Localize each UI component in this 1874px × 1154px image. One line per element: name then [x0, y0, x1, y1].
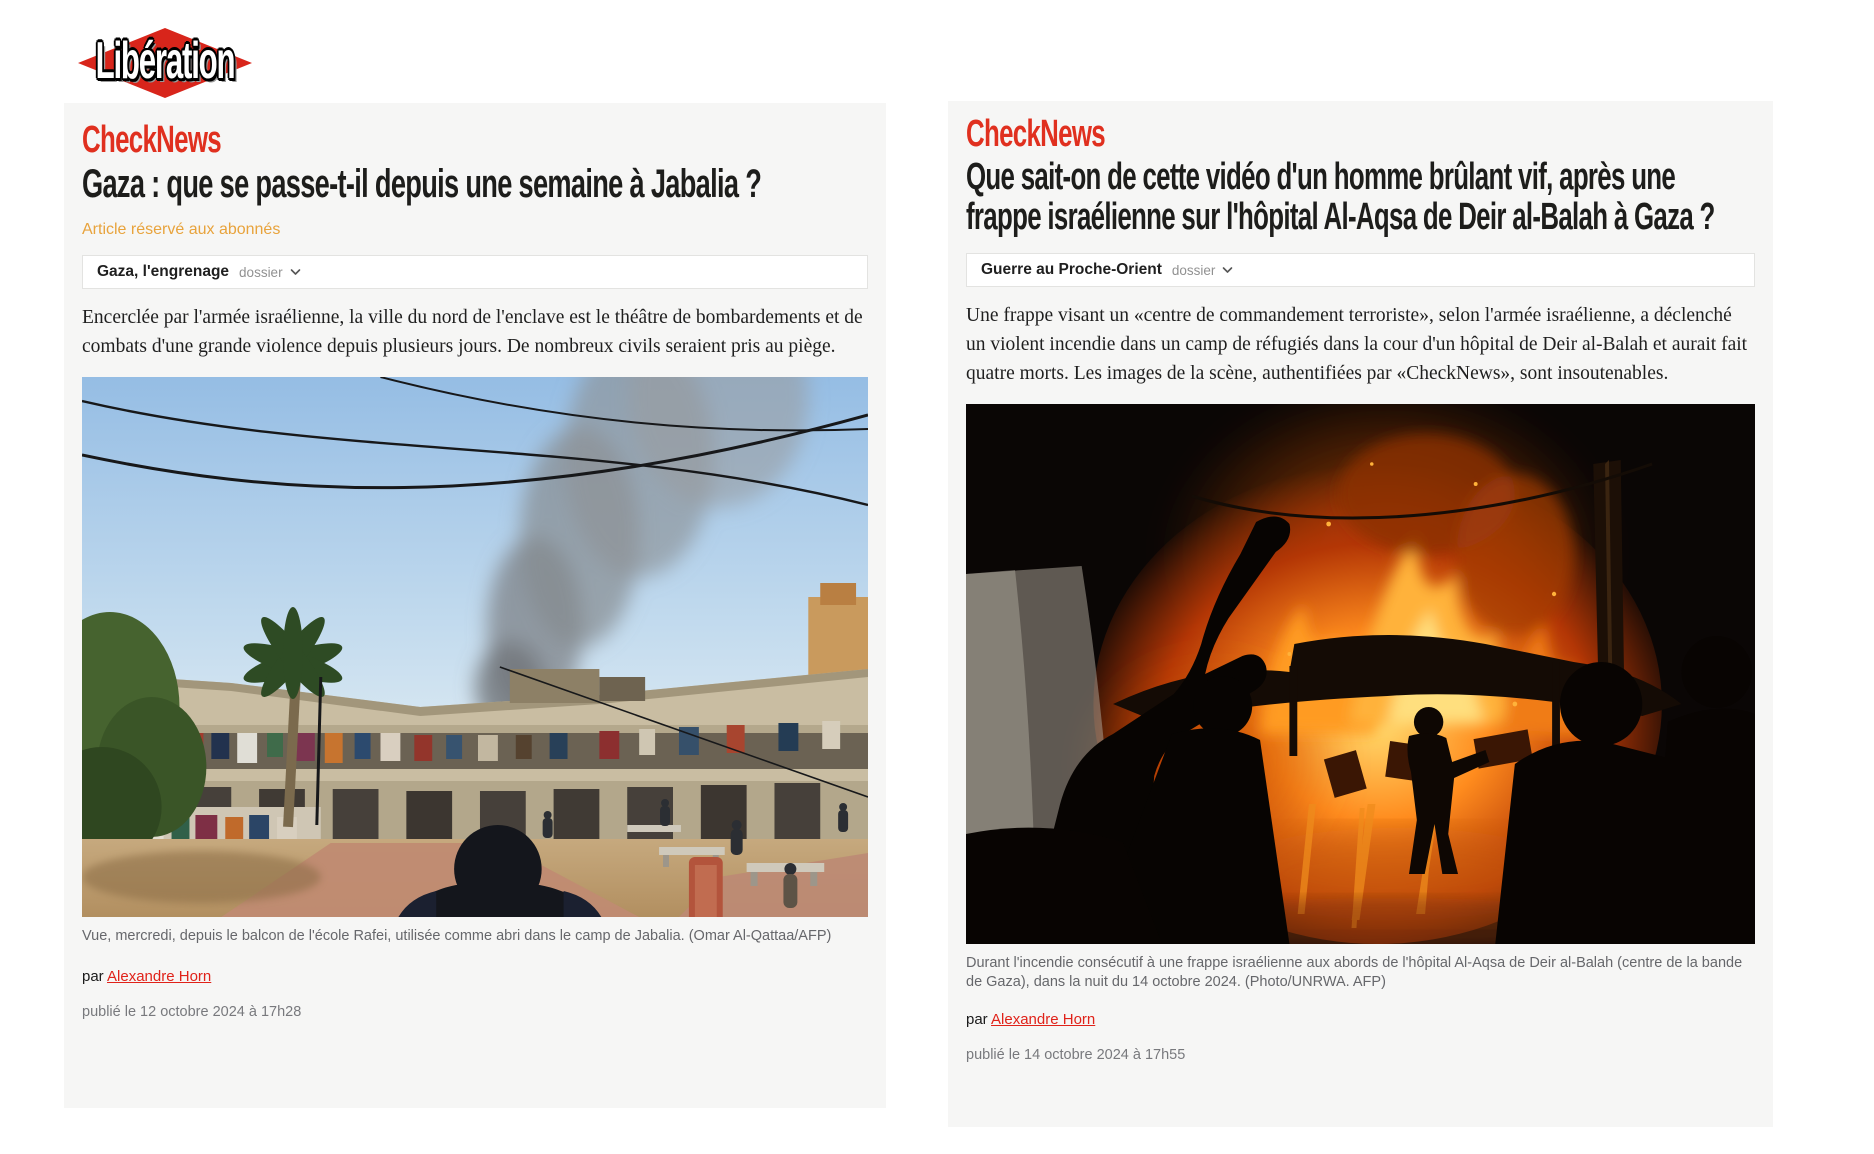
author-link[interactable]: Alexandre Horn [991, 1011, 1096, 1028]
author-link[interactable]: Alexandre Horn [107, 968, 212, 985]
dossier-tag: dossier [239, 264, 283, 280]
paywall-notice: Article réservé aux abonnés [82, 221, 281, 238]
logo-wordmark: Libération [95, 31, 235, 90]
photo-caption: Durant l'incendie consécutif à une frappe israélienne aux abords de l'hôpital Al-Aqsa de Deir al-Balah (centre de la bande de Gaza), dans la nuit du 14 octobre 2024. (Photo/UNRWA. AFP) [966, 955, 1743, 990]
dossier-label: Guerre au Proche-Orient [981, 261, 1162, 278]
balcony-clothes [172, 721, 868, 769]
article-standfirst: Encerclée par l'armée israélienne, la ville du nord de l'enclave est le théâtre de bombardements et de combats d'une grande violence depuis plusieurs jours. De nombreux civils seraient pris au piège. [82, 307, 863, 357]
chevron-down-icon [290, 268, 301, 276]
byline [966, 1011, 1755, 1028]
byline [82, 968, 868, 985]
article-title[interactable]: Que sait-on de cette vidéo d'un homme brûlant vif, après une frappe israélienne sur l'hôpital Al-Aqsa de Deir al-Balah à Gaza ? [966, 156, 1715, 238]
publish-date: publié le 12 octobre 2024 à 17h28 [82, 1004, 302, 1020]
dossier-dropdown[interactable] [966, 253, 1755, 287]
kicker-checknews[interactable]: CheckNews [82, 119, 221, 161]
chevron-down-icon [1222, 266, 1233, 274]
kicker-checknews[interactable]: CheckNews [966, 113, 1105, 155]
byline-prefix: par [966, 1011, 988, 1028]
article-photo-jabalia[interactable] [82, 377, 868, 917]
article-standfirst: Une frappe visant un «centre de commandement terroriste», selon l'armée israélienne, a déclenché un violent incendie dans un camp de réfugiés dans la cour d'un hôpital de Deir al-Balah et aurait fait quatre morts. Les images de la scène, authentifiées par «CheckNews», sont insoutenables. [966, 305, 1748, 384]
article-photo-fire[interactable] [966, 404, 1755, 944]
article-card-deir-al-balah [948, 101, 1773, 1127]
article-card-jabalia [64, 103, 886, 1108]
article-title[interactable]: Gaza : que se passe-t-il depuis une semaine à Jabalia ? [82, 162, 762, 206]
dossier-label: Gaza, l'engrenage [97, 263, 230, 280]
publish-date: publié le 14 octobre 2024 à 17h55 [966, 1047, 1186, 1063]
dossier-dropdown[interactable] [82, 255, 868, 289]
byline-prefix: par [82, 968, 104, 985]
photo-caption: Vue, mercredi, depuis le balcon de l'école Rafei, utilisée comme abri dans le camp de Jabalia. (Omar Al-Qattaa/AFP) [82, 928, 832, 944]
liberation-logo[interactable] [78, 22, 252, 102]
dossier-tag: dossier [1171, 262, 1216, 278]
